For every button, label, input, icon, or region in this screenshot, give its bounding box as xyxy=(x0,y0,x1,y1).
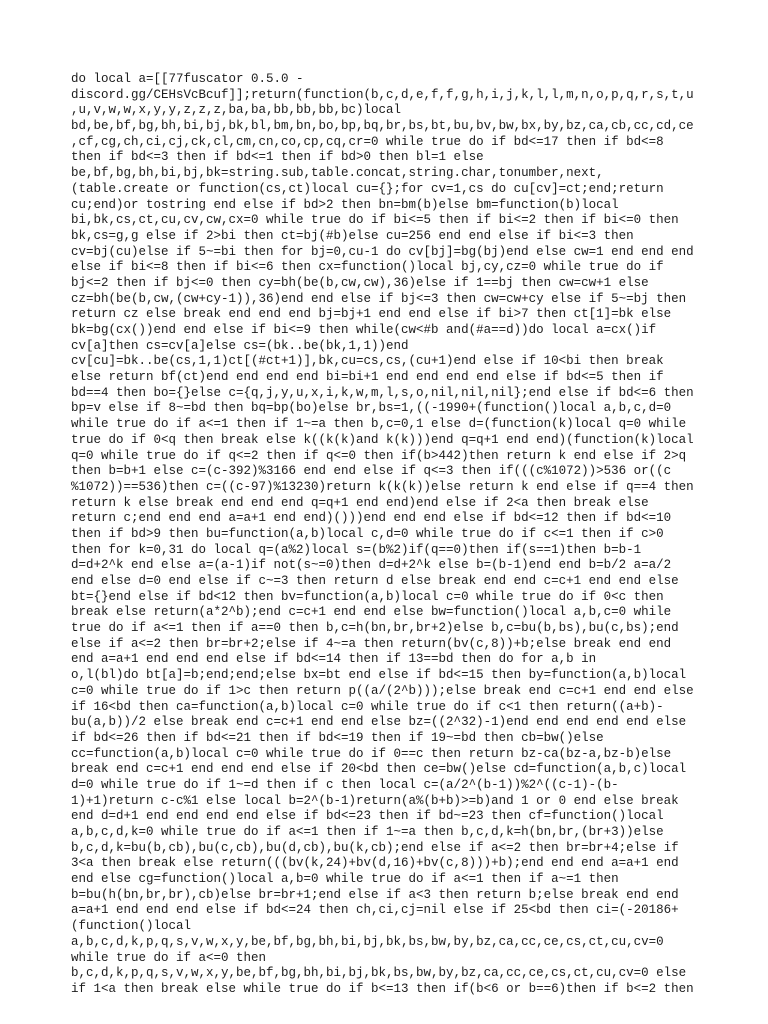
code-line: while true do if a<=0 then xyxy=(71,950,267,965)
code-line: else return bf(ct)end end end end bi=bi+1 end end end end else if bd<=5 then if xyxy=(71,370,664,385)
code-line: while true do if a<=1 then if 1~=a then b,c=0,1 else d=(function(k)local q=0 while xyxy=(71,417,687,432)
code-line: bd,be,bf,bg,bh,bi,bj,bk,bl,bm,bn,bo,bp,bq,br,bs,bt,bu,bv,bw,bx,by,bz,ca,cb,cc,cd,ce xyxy=(71,119,694,134)
code-line: else if a<=2 then br=br+2;else if 4~=a then return(bv(c,8))+b;else break end end xyxy=(71,636,672,651)
code-line: if 1<a then break else while true do if b<=13 then if(b<6 or b==6)then if b<=2 then xyxy=(71,981,694,996)
code-line: %1072))==536)then c=((c-97)%13230)return k(k(k))else return k end else if q==4 then xyxy=(71,479,694,494)
code-line: ,cf,cg,ch,ci,cj,ck,cl,cm,cn,co,cp,cq,cr=0 while true do if bd<=17 then if bd<=8 xyxy=(71,134,664,149)
code-line: a=a+1 end end end else if bd<=24 then ch,ci,cj=nil else if 25<bd then ci=(-20186+ xyxy=(71,903,679,918)
code-line: bj<=2 then if bj<=0 then cy=bh(be(b,cw,cw),36)else if 1==bj then cw=cw+1 else xyxy=(71,275,649,290)
code-line: cv[cu]=bk..be(cs,1,1)ct[(#ct+1)],bk,cu=cs,cs,(cu+1)end else if 10<bi then break xyxy=(71,354,664,369)
code-line: return cz else break end end end bj=bj+1 end end else if bi>7 then ct[1]=bk else xyxy=(71,307,672,322)
code-line: a,b,c,d,k=0 while true do if a<=1 then if 1~=a then b,c,d,k=h(bn,br,(br+3))else xyxy=(71,825,664,839)
code-line: ,u,v,w,w,x,y,y,z,z,z,ba,ba,bb,bb,bb,bc)local xyxy=(71,103,402,118)
code-line: then if bd<=3 then if bd<=1 then if bd>0 then bl=1 else xyxy=(71,150,484,165)
code-line: if bd<=26 then if bd<=21 then if bd<=19 then if 19~=bd then cb=bw()else xyxy=(71,730,604,745)
code-line: 1)+1)return c-c%1 else local b=2^(b-1)return(a%(b+b)>=b)and 1 or 0 end else break xyxy=(71,793,679,808)
code-line: then for k=0,31 do local q=(a%2)local s=(b%2)if(q==0)then if(s==1)then b=b-1 xyxy=(71,542,642,557)
code-line: do local a=[[77fuscator 0.5.0 - xyxy=(71,72,304,86)
code-line: q=0 while true do if q<=2 then if q<=0 then if(b>442)then return k end else if 2>q xyxy=(71,448,687,463)
code-line: then if bd>9 then bu=function(a,b)local c,d=0 while true do if c<=1 then if c>0 xyxy=(71,526,664,541)
code-line: b,c,d,k,p,q,s,v,w,x,y,be,bf,bg,bh,bi,bj,bk,bs,bw,by,bz,ca,cc,ce,cs,ct,cu,cv=0 else xyxy=(71,966,687,981)
code-line: end a=a+1 end end end else if bd<=14 then if 13==bd then do for a,b in xyxy=(71,652,597,667)
code-line: bu(a,b))/2 else break end c=c+1 end end else bz=((2^32)-1)end end end end end else xyxy=(71,715,687,730)
code-line: then b=b+1 else c=(c-392)%3166 end end else if q<=3 then if(((c%1072))>536 or((c xyxy=(71,464,672,479)
code-line: (table.create or function(cs,ct)local cu={};for cv=1,cs do cu[cv]=ct;end;return xyxy=(71,181,664,196)
code-line: else if bi<=8 then if bi<=6 then cx=function()local bj,cy,cz=0 while true do if xyxy=(71,260,664,275)
code-line: if 16<bd then ca=function(a,b)local c=0 while true do if c<1 then return((a+b)- xyxy=(71,699,664,714)
code-line: bk,cs=g,g else if 2>bi then ct=bj(#b)else cu=256 end end else if bi<=3 then xyxy=(71,228,634,243)
code-line: cv=bj(cu)else if 5~=bi then for bj=0,cu-1 do cv[bj]=bg(bj)end else cw=1 end end end xyxy=(71,244,694,259)
code-line: b,c,d,k=bu(b,cb),bu(c,cb),bu(d,cb),bu(k,cb);end else if a<=2 then br=br+4;else if xyxy=(71,840,679,855)
code-line: true do if a<=1 then if a==0 then b,c=h(bn,br,br+2)else b,c=bu(b,bs),bu(c,bs);end xyxy=(71,621,679,636)
code-line: bi,bk,cs,ct,cu,cv,cw,cx=0 while true do if bi<=5 then if bi<=2 then if bi<=0 then xyxy=(71,213,679,228)
code-line: cc=function(a,b)local c=0 while true do if 0==c then return bz-ca(bz-a,bz-b)else xyxy=(71,746,672,761)
code-line: cu;end)or tostring end else if bd>2 then bn=bm(b)else bm=function(b)local xyxy=(71,197,619,212)
code-line: c=0 while true do if 1>c then return p((a/(2^b)));else break end c=c+1 end end else xyxy=(71,683,694,698)
code-line: end else cg=function()local a,b=0 while true do if a<=1 then if a~=1 then xyxy=(71,872,619,887)
code-line: discord.gg/CEHsVcBcuf]];return(function(b,c,d,e,f,f,g,h,i,j,k,l,l,m,n,o,p,q,r,s,t,u xyxy=(71,87,694,102)
code-line: (function()local xyxy=(71,919,192,934)
code-line: break end c=c+1 end end end else if 20<bd then ce=bw()else cd=function(a,b,c)local xyxy=(71,762,687,777)
code-line: true do if 0<q then break else k((k(k)and k(k)))end q=q+1 end end)(function(k)local xyxy=(71,432,694,447)
code-text-block xyxy=(71,72,701,998)
code-line: bd==4 then bo={}else c={q,j,y,u,x,i,k,w,m,l,s,o,nil,nil,nil};end else if bd<=6 then xyxy=(71,385,694,400)
code-line: bt={}end else if bd<12 then bv=function(a,b)local c=0 while true do if 0<c then xyxy=(71,589,664,604)
code-line: end d=d+1 end end end end else if bd<=23 then if bd~=23 then cf=function()local xyxy=(71,809,664,824)
code-line: cv[a]then cs=cv[a]else cs=(bk..be(bk,1,1))end xyxy=(71,338,409,353)
code-line: be,bf,bg,bh,bi,bj,bk=string.sub,table.concat,string.char,tonumber,next, xyxy=(71,166,604,181)
code-line: d=0 while true do if 1~=d then if c then local c=(a/2^(b-1))%2^((c-1)-(b- xyxy=(71,777,619,792)
code-line: 3<a then break else return(((bv(k,24)+bv(d,16)+bv(c,8)))+b);end end end a=a+1 end xyxy=(71,856,679,871)
code-line: d=d+2^k end else a=(a-1)if not(s~=0)then d=d+2^k else b=(b-1)end end b=b/2 a=a/2 xyxy=(71,558,672,573)
code-line: end else d=0 end else if c~=3 then return d else break end end c=c+1 end end else xyxy=(71,574,679,588)
code-line: a,b,c,d,k,p,q,s,v,w,x,y,be,bf,bg,bh,bi,bj,bk,bs,bw,by,bz,ca,cc,ce,cs,ct,cu,cv=0 xyxy=(71,934,664,949)
code-line: bk=bg(cx())end end else if bi<=9 then while(cw<#b and(#a==d))do local a=cx()if xyxy=(71,323,657,337)
code-line: bp=v else if 8~=bd then bq=bp(bo)else br,bs=1,((-1990+(function()local a,b,c,d=0 xyxy=(71,401,672,416)
code-line: return k else break end end end q=q+1 end end)end else if 2<a then break else xyxy=(71,495,649,510)
code-line: break else return(a*2^b);end c=c+1 end end else bw=function()local a,b,c=0 while xyxy=(71,605,672,620)
code-line: o,l(bl)do bt[a]=b;end;end;else bx=bt end else if bd<=15 then by=function(a,b)local xyxy=(71,668,687,683)
code-line: cz=bh(be(b,cw,(cw+cy-1)),36)end end else if bj<=3 then cw=cw+cy else if 5~=bj then xyxy=(71,291,687,306)
code-line: return c;end end end a=a+1 end end)()))end end end else if bd<=12 then if bd<=10 xyxy=(71,511,672,526)
code-line: b=bu(h(bn,br,br),cb)else br=br+1;end else if a<3 then return b;else break end end xyxy=(71,887,679,902)
